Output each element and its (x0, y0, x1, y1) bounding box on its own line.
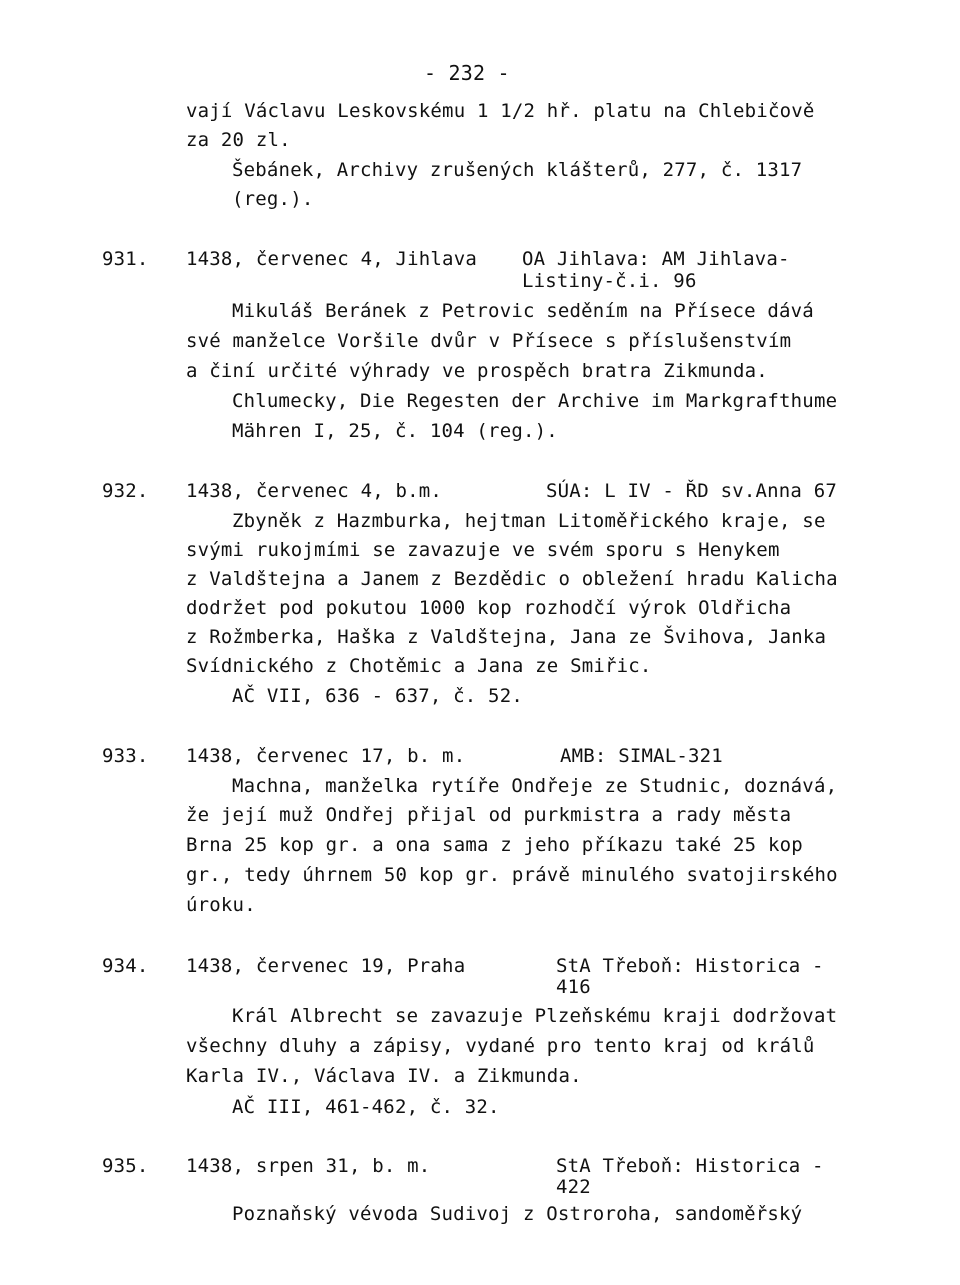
entry-body-line: Svídnického z Chotěmic a Jana ze Smiřic. (186, 655, 652, 677)
entry-body-line: Karla IV., Václava IV. a Zikmunda. (186, 1065, 582, 1087)
page-number: - 232 - (424, 61, 510, 85)
entry-citation: AČ III, 461-462, č. 32. (232, 1096, 500, 1118)
entry-number: 935. (102, 1155, 149, 1177)
entry-body-line: Poznaňský vévoda Sudivoj z Ostroroha, sandoměřský (232, 1203, 803, 1225)
entry-archive: 422 (556, 1176, 591, 1198)
entry-body-line: a činí určité výhrady ve prospěch bratra Zikmunda. (186, 360, 768, 382)
entry-body-line: Brna 25 kop gr. a ona sama z jeho příkazu také 25 kop (186, 834, 803, 856)
intro-line: za 20 zl. (186, 129, 291, 151)
entry-archive: StA Třeboň: Historica - (556, 1155, 824, 1177)
entry-body-line: Zbyněk z Hazmburka, hejtman Litoměřického kraje, se (232, 510, 826, 532)
entry-date-place: 1438, červenec 4, Jihlava (186, 248, 477, 270)
entry-body-line: své manželce Voršile dvůr v Přísece s příslušenstvím (186, 330, 792, 352)
entry-body-line: úroku. (186, 894, 256, 916)
entry-body-line: svými rukojmími se zavazuje ve svém sporu s Henykem (186, 539, 780, 561)
entry-number: 931. (102, 248, 149, 270)
entry-body-line: z Rožmberka, Haška z Valdštejna, Jana ze Švihova, Janka (186, 626, 827, 648)
entry-body-line: všechny dluhy a zápisy, vydané pro tento kraj od králů (186, 1035, 815, 1057)
intro-citation: Šebánek, Archivy zrušených klášterů, 277, č. 1317 (232, 159, 803, 181)
entry-body-line: dodržet pod pokutou 1000 kop rozhodčí výrok Oldřicha (186, 597, 792, 619)
entry-body-line: Machna, manželka rytíře Ondřeje ze Studnic, doznává, (232, 775, 838, 797)
entry-archive: Listiny-č.i. 96 (522, 270, 697, 292)
entry-date-place: 1438, červenec 17, b. m. (186, 745, 466, 767)
entry-citation: Mähren I, 25, č. 104 (reg.). (232, 420, 558, 442)
entry-number: 932. (102, 480, 149, 502)
entry-archive: 416 (556, 976, 591, 998)
entry-body-line: gr., tedy úhrnem 50 kop gr. právě minulého svatojirského (186, 864, 838, 886)
entry-archive: SÚA: L IV - ŘD sv.Anna 67 (546, 480, 837, 502)
entry-date-place: 1438, srpen 31, b. m. (186, 1155, 431, 1177)
entry-body-line: že její muž Ondřej přijal od purkmistra a rady města (186, 804, 792, 826)
intro-citation: (reg.). (232, 188, 314, 210)
entry-date-place: 1438, červenec 4, b.m. (186, 480, 443, 502)
entry-citation: Chlumecky, Die Regesten der Archive im Markgrafthume (232, 390, 838, 412)
entry-archive: OA Jihlava: AM Jihlava- (522, 248, 790, 270)
entry-date-place: 1438, červenec 19, Praha (186, 955, 466, 977)
entry-archive: StA Třeboň: Historica - (556, 955, 824, 977)
entry-number: 934. (102, 955, 149, 977)
entry-body-line: Mikuláš Beránek z Petrovic seděním na Přísece dává (232, 300, 814, 322)
intro-line: vají Václavu Leskovskému 1 1/2 hř. platu na Chlebičově (186, 100, 815, 122)
entry-number: 933. (102, 745, 149, 767)
entry-body-line: z Valdštejna a Janem z Bezdědic o obležení hradu Kalicha (186, 568, 838, 590)
entry-body-line: Král Albrecht se zavazuje Plzeňskému kraji dodržovat (232, 1005, 838, 1027)
entry-citation: AČ VII, 636 - 637, č. 52. (232, 685, 523, 707)
entry-archive: AMB: SIMAL-321 (560, 745, 723, 767)
